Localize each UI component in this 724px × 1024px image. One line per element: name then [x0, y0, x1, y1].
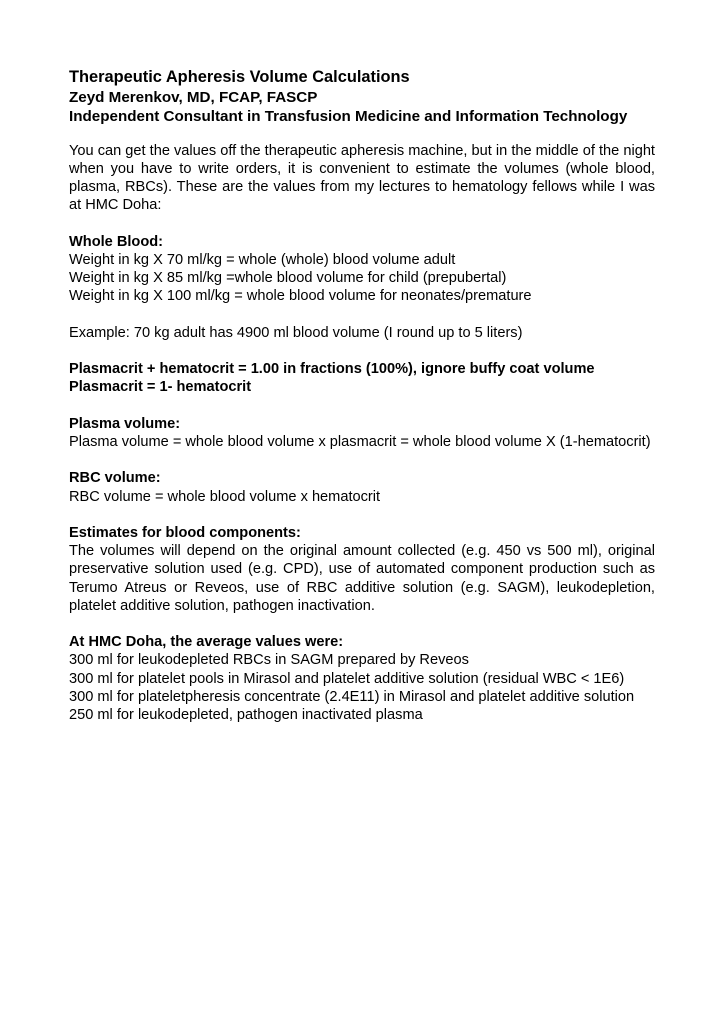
plasma-volume-formula: Plasma volume = whole blood volume x plasmacrit = whole blood volume X (1-hematocrit): [69, 433, 651, 450]
author-affiliation: Independent Consultant in Transfusion Medicine and Information Technology: [69, 108, 628, 126]
rbc-volume-section: [69, 469, 655, 505]
plasma-volume-heading: Plasma volume:: [69, 415, 181, 432]
hmc-value-platelet-pools: 300 ml for platelet pools in Mirasol and platelet additive solution (residual WBC < 1E6): [69, 670, 625, 687]
rbc-volume-heading: RBC volume:: [69, 470, 161, 487]
hmc-values-heading: At HMC Doha, the average values were:: [69, 634, 344, 651]
example-text: Example: 70 kg adult has 4900 ml blood volume (I round up to 5 liters): [69, 324, 523, 341]
whole-blood-section: [69, 233, 655, 306]
hmc-value-rbc: 300 ml for leukodepleted RBCs in SAGM prepared by Reveos: [69, 652, 469, 669]
estimates-heading: Estimates for blood components:: [69, 524, 301, 541]
estimates-paragraph: The volumes will depend on the original amount collected (e.g. 450 vs 500 ml), original preservative solution used (e.g. CPD), use of automated component production such as Terumo Atreus or Reveos, use of RBC additive solution (e.g. SAGM), leukodepletion, platelet additive solution, pathogen inactivation.: [69, 543, 655, 614]
hmc-values-section: [69, 633, 655, 724]
plasmacrit-line-1: Plasmacrit + hematocrit = 1.00 in fractions (100%), ignore buffy coat volume: [69, 361, 595, 378]
author-name: Zeyd Merenkov, MD, FCAP, FASCP: [69, 88, 318, 106]
rbc-volume-formula: RBC volume = whole blood volume x hematocrit: [69, 488, 381, 505]
estimates-section: [69, 524, 655, 615]
document-page: [69, 68, 655, 724]
hmc-value-plateletpheresis: 300 ml for plateletpheresis concentrate (2.4E11) in Mirasol and platelet additive solution: [69, 688, 635, 705]
document-title: Therapeutic Apheresis Volume Calculations: [69, 68, 410, 86]
plasmacrit-section: [69, 360, 655, 396]
whole-blood-heading: Whole Blood:: [69, 233, 164, 250]
document-header: [69, 68, 655, 127]
whole-blood-line-adult: Weight in kg X 70 ml/kg = whole (whole) blood volume adult: [69, 251, 456, 268]
whole-blood-line-child: Weight in kg X 85 ml/kg =whole blood volume for child (prepubertal): [69, 270, 507, 287]
intro-paragraph: You can get the values off the therapeutic apheresis machine, but in the middle of the night when you have to write orders, it is convenient to estimate the volumes (whole blood, plasma, RBCs). These are the values from my lectures to hematology fellows while I was at HMC Doha:: [69, 142, 655, 214]
whole-blood-line-neonate: Weight in kg X 100 ml/kg = whole blood volume for neonates/premature: [69, 288, 532, 305]
plasmacrit-line-2: Plasmacrit = 1- hematocrit: [69, 379, 252, 396]
hmc-value-plasma: 250 ml for leukodepleted, pathogen inactivated plasma: [69, 706, 423, 723]
plasma-volume-section: [69, 415, 655, 451]
